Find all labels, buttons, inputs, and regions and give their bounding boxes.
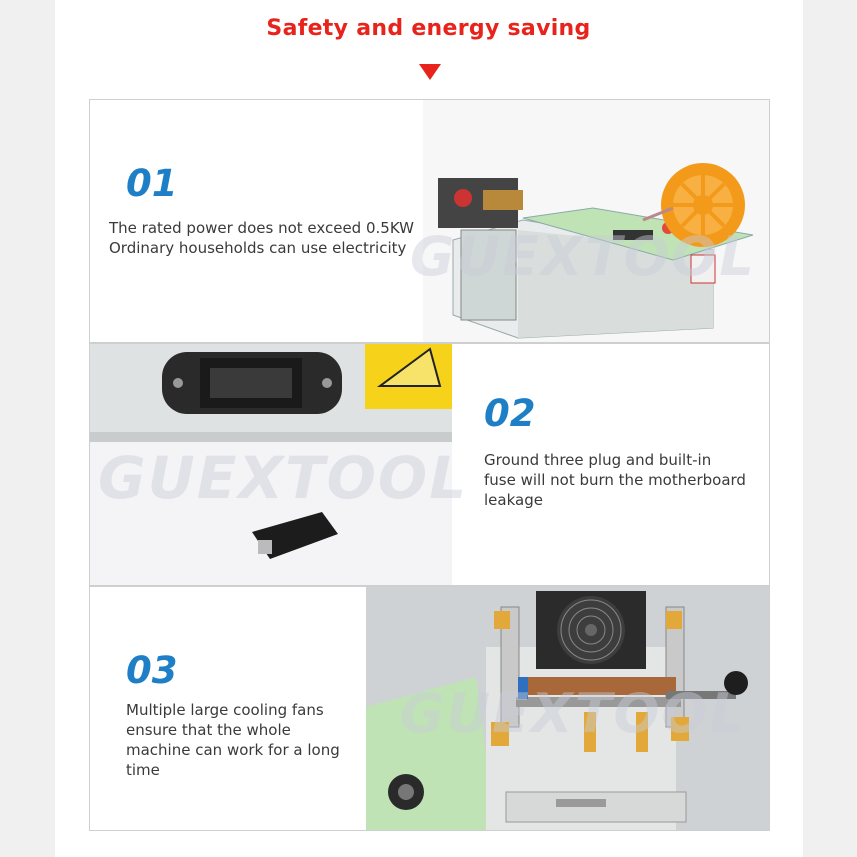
page-title: Safety and energy saving [266,16,591,41]
feature-line: The rated power does not exceed 0.5KW [109,219,414,237]
feature-line: machine can work for a long [126,741,340,759]
feature-panel-1 [89,99,770,343]
feature-description [126,700,340,780]
feature-panel-3 [89,586,770,831]
machine-photo [423,100,770,343]
down-arrow-icon [419,64,441,80]
feature-line: time [126,761,160,779]
feature-line: fuse will not burn the motherboard [484,471,746,489]
feature-number: 01 [126,162,178,205]
feature-line: Ground three plug and built-in [484,451,712,469]
feature-line: leakage [484,491,543,509]
feature-description [484,450,746,510]
watermark: GUEXTOOL [400,682,746,745]
feature-description [109,218,414,258]
feature-line: Multiple large cooling fans [126,701,324,719]
feature-number: 03 [126,649,178,692]
feature-number: 02 [484,392,536,435]
feature-panel-2 [89,343,770,586]
feature-line: Ordinary households can use electricity [109,239,407,257]
feature-line: ensure that the whole [126,721,291,739]
watermark: GUEXTOOL [98,444,469,512]
cutting-machine-image [423,100,770,343]
watermark: GUEXTOOL [410,225,756,288]
